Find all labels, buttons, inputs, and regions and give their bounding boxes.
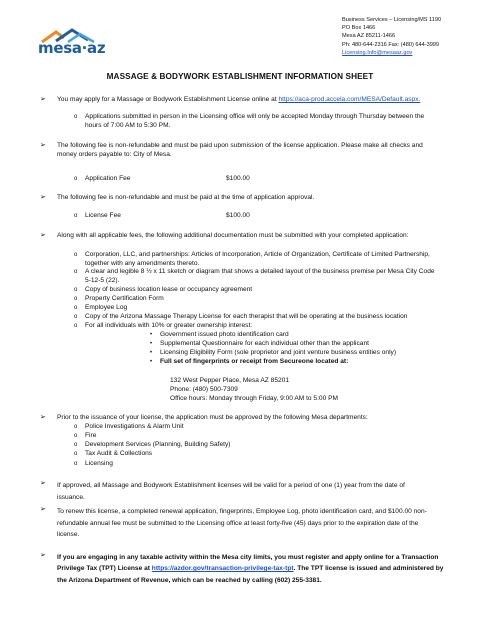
- bullet-dot: •: [150, 341, 153, 347]
- doc-item: Corporation, LLC, and partnerships: Articles of Incorporation, Article of Organization, Certificate of Limited Partnership, together with any amendments thereto.: [85, 251, 430, 267]
- arrow-bullet: ➢: [40, 232, 46, 239]
- arrow-bullet: ➢: [40, 194, 46, 201]
- arrow-bullet: ➢: [40, 414, 46, 421]
- owner-item: Government issued photo identification card: [160, 331, 289, 338]
- doc-item: For all individuals with 10% or greater ownership interest:: [85, 322, 253, 329]
- circle-bullet: o: [74, 323, 78, 329]
- secureone-hours: Office hours: Monday through Friday, 9:00 AM to 5:00 PM: [170, 395, 338, 402]
- contact-email-link[interactable]: Licensing.Info@mesaaz.gov: [342, 49, 413, 56]
- section-tpt-license: If you are engaging in any taxable activity within the Mesa city limits, you must register and apply online for a Transaction Privilege Tax (TPT) License at https://azdor.gov/transaction-privilege-tax-tpt. The TPT license is issued and administered by the Arizona Department of Revenue, which can be reached by calling (602) 255-3381.: [57, 554, 444, 584]
- section-renewal: To renew this license, a completed renewal application, fingerprints, Employee Log, photo identification card, and $100.00 non- refundable annual fee must be submitted to the Licensing office at least forty-five (45) days prior to the expiration date of the license.: [57, 508, 427, 539]
- circle-bullet: o: [74, 114, 78, 120]
- doc-item: Employee Log: [85, 304, 128, 311]
- logo-text: mesa·az: [38, 39, 106, 57]
- application-fee-label: Application Fee: [85, 175, 131, 182]
- circle-bullet: o: [74, 433, 78, 439]
- circle-bullet: o: [74, 314, 78, 320]
- application-fee-amount: $100.00: [226, 175, 250, 182]
- circle-bullet: o: [74, 442, 78, 448]
- owner-item: Supplemental Questionnaire for each individual other than the applicant: [160, 340, 369, 347]
- section-validity: If approved, all Massage and Bodywork Establishment licenses will be valid for a period of one (1) year from the date of issuance.: [57, 482, 405, 501]
- section-license-fee: The following fee is non-refundable and must be paid at the time of application approval.: [57, 194, 315, 201]
- section-application-fee: The following fee is non-refundable and must be paid upon submission of the license application. Please make all checks and money orders payable to: City of Mesa.: [57, 142, 423, 158]
- circle-bullet: o: [74, 213, 78, 219]
- dept-item: Tax Audit & Collections: [85, 450, 153, 457]
- doc-item: A clear and legible 8 ½ x 11 sketch or diagram that shows a detailed layout of the business premise per Mesa City Code 5-12-5 (22).: [85, 268, 435, 284]
- circle-bullet: o: [74, 461, 78, 467]
- section-online-apply: You may apply for a Massage or Bodywork Establishment License online at https://aca-prod.accela.com/MESA/Default.aspx.: [57, 96, 421, 103]
- contact-line: Ph: 480-644-2316 Fax: (480) 644-3999: [342, 41, 440, 48]
- arrow-bullet: ➢: [40, 552, 46, 559]
- owner-item: Licensing Eligibility Form (sole proprietor and joint venture business entities only): [160, 349, 397, 356]
- secureone-address: 132 West Pepper Place, Mesa AZ 85201: [170, 377, 290, 384]
- contact-line: Mesa AZ 85211-1466: [342, 33, 396, 40]
- circle-bullet: o: [74, 176, 78, 182]
- contact-block: [342, 16, 441, 57]
- license-fee-label: License Fee: [85, 212, 121, 219]
- arrow-bullet: ➢: [40, 506, 46, 513]
- doc-item: Copy of the Arizona Massage Therapy License for each therapist that will be operating at the business location: [85, 313, 408, 320]
- tpt-link[interactable]: https://azdor.gov/transaction-privilege-tax-tpt: [151, 565, 294, 573]
- contact-line: Business Services – Licensing/MS 1190: [342, 17, 442, 23]
- doc-item: Copy of business location lease or occupancy agreement: [85, 286, 253, 293]
- dept-item: Police Investigations & Alarm Unit: [85, 423, 184, 430]
- mesa-logo: [38, 28, 106, 64]
- circle-bullet: o: [74, 305, 78, 311]
- accela-link[interactable]: https://aca-prod.accela.com/MESA/Default.aspx.: [278, 96, 421, 103]
- circle-bullet: o: [74, 424, 78, 430]
- bullet-dot: •: [150, 350, 153, 356]
- circle-bullet: o: [74, 451, 78, 457]
- circle-bullet: o: [74, 252, 78, 258]
- arrow-bullet: ➢: [40, 96, 46, 103]
- dept-item: Fire: [85, 432, 97, 439]
- arrow-bullet: ➢: [40, 480, 46, 487]
- doc-item: Property Certification Form: [85, 295, 164, 302]
- circle-bullet: o: [74, 287, 78, 293]
- secureone-phone: Phone: (480) 500-7309: [170, 386, 238, 393]
- license-fee-amount: $100.00: [226, 212, 250, 219]
- page-title: MASSAGE & BODYWORK ESTABLISHMENT INFORMATION SHEET: [106, 72, 374, 81]
- circle-bullet: o: [74, 269, 78, 275]
- bullet-dot: •: [150, 332, 153, 338]
- section-documentation: Along with all applicable fees, the following additional documentation must be submitted with your completed application:: [57, 232, 409, 239]
- dept-item: Licensing: [85, 460, 113, 467]
- circle-bullet: o: [74, 296, 78, 302]
- contact-line: PO Box 1466: [342, 25, 376, 32]
- section-department-approval: Prior to the issuance of your license, the application must be approved by the following Mesa departments:: [57, 414, 368, 421]
- bullet-dot: •: [150, 359, 153, 365]
- dept-item: Development Services (Planning, Building Safety): [85, 441, 231, 448]
- in-person-note: Applications submitted in person in the Licensing office will only be accepted Monday through Thursday between the hours of 7:00 AM to 5:30 PM.: [85, 113, 425, 129]
- owner-item-fingerprints: Full set of fingerprints or receipt from Secureone located at:: [160, 358, 349, 365]
- arrow-bullet: ➢: [40, 142, 46, 149]
